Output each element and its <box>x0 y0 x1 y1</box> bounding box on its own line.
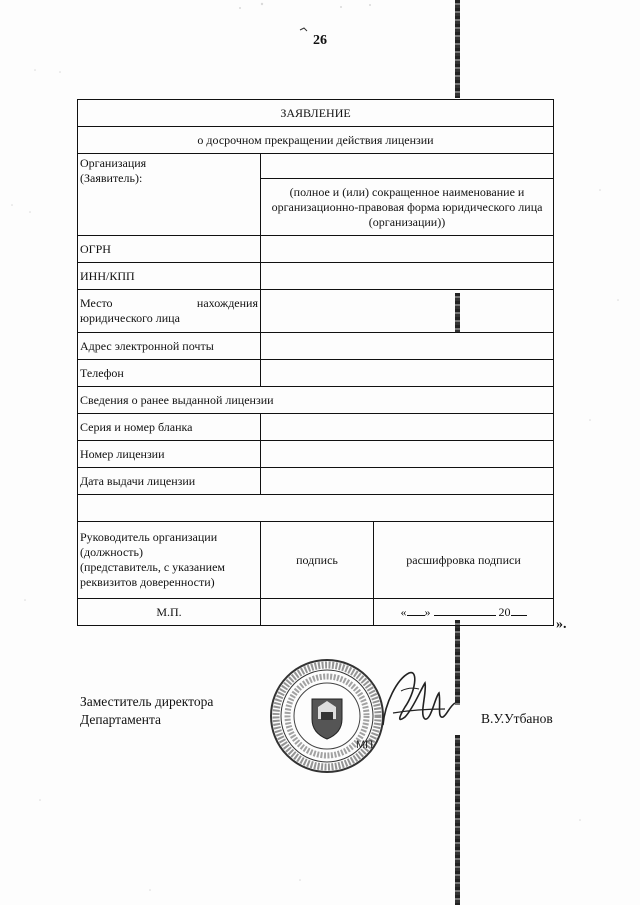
date-open-quote: « <box>400 605 407 619</box>
head-label-line1: Руководитель организации <box>80 530 218 544</box>
signer-position <box>80 693 213 728</box>
ogrn-field[interactable] <box>261 236 554 263</box>
organization-label-line2: (Заявитель): <box>80 171 143 185</box>
empty-separator-row <box>78 495 554 522</box>
organization-label <box>78 154 261 236</box>
signer-name: В.У.Утбанов <box>481 711 553 726</box>
page-number: 26 <box>313 33 327 48</box>
issue-date-label: Дата выдачи лицензии <box>78 468 261 495</box>
head-label-line4: реквизитов доверенности) <box>80 575 215 589</box>
closing-quote: ». <box>556 617 567 632</box>
blank-series-field[interactable] <box>261 414 554 441</box>
binding-mark-top <box>455 0 460 98</box>
head-of-org-label <box>78 522 261 599</box>
license-number-field[interactable] <box>261 441 554 468</box>
phone-label: Телефон <box>78 360 261 387</box>
email-field[interactable] <box>261 333 554 360</box>
issue-date-field[interactable] <box>261 468 554 495</box>
location-field[interactable] <box>261 290 554 333</box>
location-label <box>78 290 261 333</box>
application-form-table <box>77 99 554 626</box>
month-blank[interactable] <box>434 604 496 616</box>
mp-stamp-mark: МП <box>356 739 374 751</box>
organization-hint: (полное и (или) сокращенное наименование и организационно-правовая форма юридического лица (организации)) <box>261 179 554 236</box>
handwritten-signature <box>375 663 460 743</box>
mp-empty-cell <box>261 599 374 626</box>
inn-kpp-label: ИНН/КПП <box>78 263 261 290</box>
day-blank[interactable] <box>407 604 425 616</box>
mp-label: М.П. <box>78 599 261 626</box>
blank-series-label: Серия и номер бланка <box>78 414 261 441</box>
prior-license-heading: Сведения о ранее выданной лицензии <box>78 387 554 414</box>
date-line[interactable] <box>374 599 554 626</box>
form-title: ЗАЯВЛЕНИЕ <box>78 100 554 127</box>
year-blank[interactable] <box>511 604 527 616</box>
location-label-line2: юридического лица <box>80 311 180 325</box>
head-label-line2: (должность) <box>80 545 143 559</box>
email-label: Адрес электронной почты <box>78 333 261 360</box>
signer-position-line2: Департамента <box>80 711 162 727</box>
signer-position-line1: Заместитель директора <box>80 694 214 709</box>
signature-decoding-cell[interactable] <box>374 522 554 599</box>
organization-label-line1: Организация <box>80 156 147 170</box>
form-subtitle: о досрочном прекращении действия лицензии <box>78 127 554 154</box>
phone-field[interactable] <box>261 360 554 387</box>
signature-caption: подпись <box>296 552 338 567</box>
year-prefix: 20 <box>498 605 511 619</box>
ogrn-label: ОГРН <box>78 236 261 263</box>
binding-mark-bottom <box>455 735 460 905</box>
head-label-line3: (представитель, с указанием <box>80 560 225 574</box>
location-label-line1: Место нахождения <box>80 296 258 310</box>
license-number-label: Номер лицензии <box>78 441 261 468</box>
inn-kpp-field[interactable] <box>261 263 554 290</box>
signature-decoding-caption: расшифровка подписи <box>406 552 521 567</box>
official-seal-stamp <box>268 657 386 775</box>
organization-value-field[interactable] <box>261 154 554 179</box>
signature-cell[interactable] <box>261 522 374 599</box>
date-close-quote: » <box>424 605 431 619</box>
